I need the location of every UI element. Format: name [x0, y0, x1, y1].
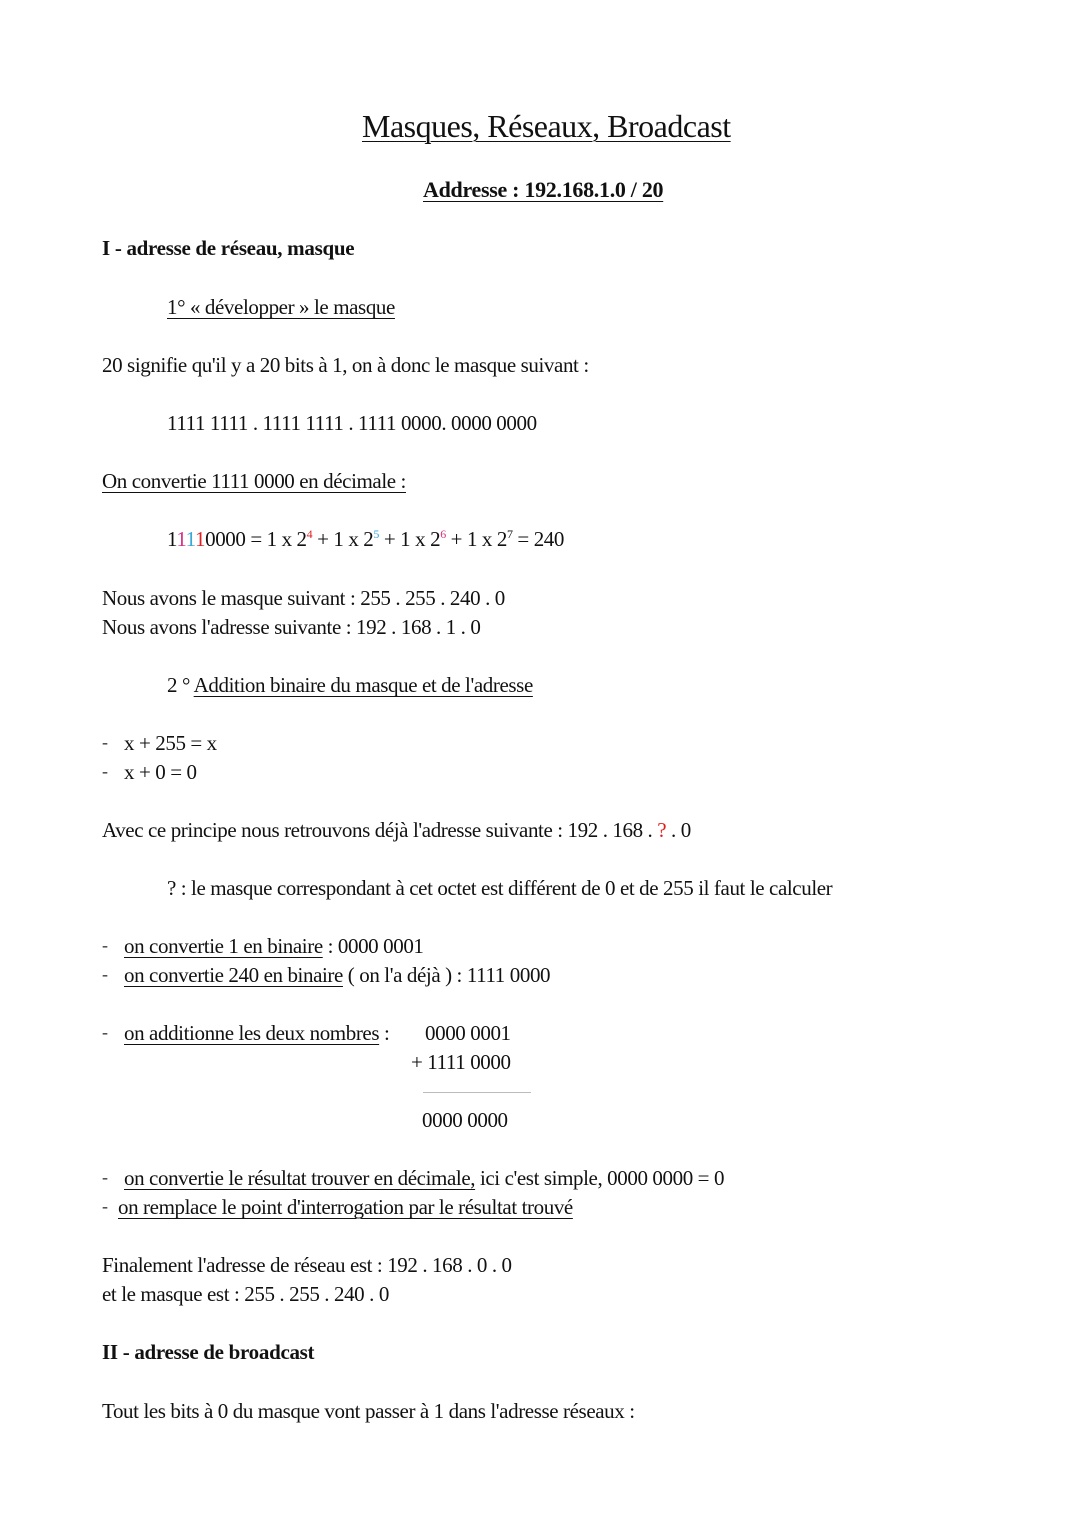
- exponent-3: 6: [440, 527, 446, 541]
- exponent-2: 5: [373, 527, 380, 541]
- bullet-dash: -: [102, 1196, 108, 1216]
- term-4: + 1 x 2: [445, 527, 507, 551]
- paragraph-bits: 20 signifie qu'il y a 20 bits à 1, on à donc le masque suivant :: [102, 353, 589, 377]
- exponent-4: 7: [506, 527, 513, 541]
- final-network-address: Finalement l'adresse de réseau est : 192 . 168 . 0 . 0: [102, 1253, 512, 1277]
- question-mark: ?: [657, 818, 667, 842]
- mask-binary: 1111 1111 . 1111 1111 . 1111 0000. 0000 0000: [167, 411, 537, 435]
- principle-suffix: . 0: [666, 818, 691, 842]
- bullet-dash: -: [102, 964, 108, 984]
- step-convert-result: [124, 1166, 724, 1191]
- term-2: + 1 x 2: [312, 527, 374, 551]
- address-line: Nous avons l'adresse suivante : 192 . 168 . 1 . 0: [102, 615, 481, 639]
- section-2-heading: II - adresse de broadcast: [102, 1340, 315, 1364]
- step-addition-link: on additionne les deux nombres: [124, 1021, 380, 1045]
- bit-2: 1: [176, 527, 186, 551]
- step-convert-1: [124, 934, 424, 959]
- exponent-1: 4: [306, 527, 313, 541]
- step-convert-result-link: on convertie le résultat trouver en décimale,: [124, 1166, 476, 1190]
- bullet-dash: -: [102, 732, 108, 752]
- term-1: 1 x 2: [266, 527, 307, 551]
- final-mask: et le masque est : 255 . 255 . 240 . 0: [102, 1282, 389, 1306]
- step-convert-1-link: on convertie 1 en binaire: [124, 934, 323, 958]
- step-convert-240: [124, 963, 550, 988]
- subheading-number: 2 °: [167, 673, 190, 697]
- subheading-develop-mask: 1° « développer » le masque: [167, 295, 395, 319]
- principle-line: [102, 818, 691, 843]
- step-convert-result-rest: ici c'est simple, 0000 0000 = 0: [475, 1166, 725, 1190]
- bit-4: 1: [194, 527, 206, 551]
- bullet-dash: -: [102, 1022, 108, 1042]
- addition-operand-1: 0000 0001: [425, 1021, 511, 1045]
- bullet-dash: -: [102, 935, 108, 955]
- subheading-binary-addition: [167, 673, 533, 698]
- bits-rest: 0000 =: [205, 527, 267, 551]
- bit-3: 1: [185, 527, 195, 551]
- principle-prefix: Avec ce principe nous retrouvons déjà l'adresse suivante : 192 . 168 .: [102, 818, 658, 842]
- addition-result: 0000 0000: [422, 1108, 508, 1132]
- subheading-text: Addition binaire du masque et de l'adresse: [193, 673, 533, 697]
- step-convert-240-link: on convertie 240 en binaire: [124, 963, 343, 987]
- step-replace: on remplace le point d'interrogation par le résultat trouvé: [118, 1195, 573, 1219]
- step-addition-colon: :: [379, 1021, 390, 1045]
- paragraph-convert: On convertie 1111 0000 en décimale :: [102, 469, 406, 493]
- bit-1: 1: [167, 527, 177, 551]
- step-convert-240-value: ( on l'a déjà ) : 1111 0000: [342, 963, 551, 987]
- term-3: + 1 x 2: [379, 527, 441, 551]
- bullet-dash: -: [102, 1167, 108, 1187]
- question-line: ? : le masque correspondant à cet octet est différent de 0 et de 255 il faut le calculer: [167, 876, 833, 900]
- rule-1: x + 255 = x: [124, 731, 217, 755]
- conversion-formula: [167, 527, 564, 552]
- address-heading: Addresse : 192.168.1.0 / 20: [423, 177, 664, 202]
- section-1-heading: I - adresse de réseau, masque: [102, 236, 355, 260]
- rule-2: x + 0 = 0: [124, 760, 197, 784]
- addition-operand-2: + 1111 0000: [411, 1050, 511, 1074]
- page-title: Masques, Réseaux, Broadcast: [362, 108, 731, 144]
- step-addition: [124, 1021, 389, 1046]
- bullet-dash: -: [102, 761, 108, 781]
- addition-rule-line: [423, 1092, 531, 1093]
- conversion-result: = 240: [512, 527, 565, 551]
- broadcast-paragraph: Tout les bits à 0 du masque vont passer à 1 dans l'adresse réseaux :: [102, 1399, 635, 1423]
- mask-line: Nous avons le masque suivant : 255 . 255 . 240 . 0: [102, 586, 505, 610]
- step-convert-1-value: : 0000 0001: [322, 934, 424, 958]
